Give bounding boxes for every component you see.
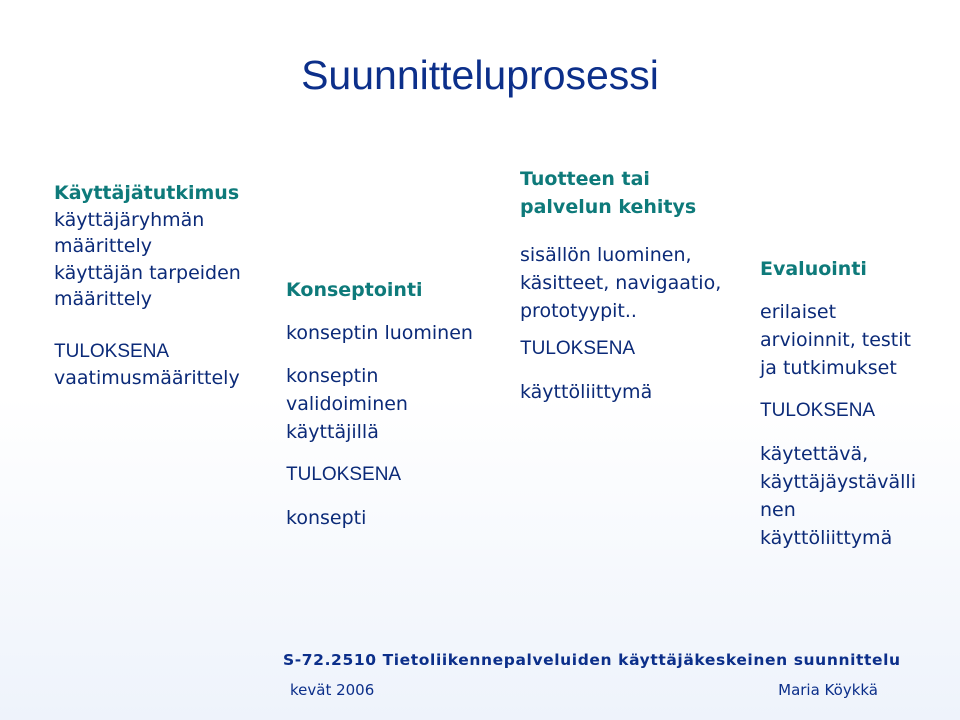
- column-heading: Tuotteen tai: [520, 168, 650, 190]
- column-text-line: erilaiset: [760, 301, 837, 323]
- result-text-line: vaatimusmäärittely: [54, 367, 240, 389]
- column-text-line: käsitteet, navigaatio,: [520, 272, 722, 294]
- result-text-line: käyttöliittymä: [520, 381, 653, 403]
- column-text-line: konseptin: [286, 365, 379, 387]
- column-heading: Konseptointi: [286, 279, 423, 301]
- result-text-line: nen: [760, 499, 796, 521]
- footer-course-name: S-72.2510 Tietoliikennepalveluiden käyttäjäkeskeinen suunnittelu: [283, 651, 901, 669]
- column-text-line: arvioinnit, testit: [760, 329, 911, 351]
- column-text-line: käyttäjän tarpeiden: [54, 261, 241, 284]
- result-text-line: käyttöliittymä: [760, 527, 893, 549]
- column-text-line: määrittely: [54, 235, 152, 257]
- column-text-line: käyttäjillä: [286, 421, 379, 443]
- column-text-line: sisällön luominen,: [520, 244, 692, 266]
- column-text-line: määrittely: [54, 288, 152, 310]
- column-product-development: [520, 165, 721, 406]
- result-text-line: käyttäjäystävälli: [760, 471, 916, 493]
- column-text-line: käyttäjäryhmän: [54, 208, 205, 231]
- column-text-line: ja tutkimukset: [760, 357, 897, 379]
- column-heading: palvelun kehitys: [520, 196, 697, 218]
- result-label: TULOKSENA: [760, 400, 876, 421]
- result-label: TULOKSENA: [520, 338, 636, 359]
- slide-title: Suunnitteluprosessi: [301, 52, 659, 98]
- column-heading: Evaluointi: [760, 258, 867, 280]
- column-text-line: konseptin luominen: [286, 322, 473, 344]
- column-user-research: [54, 180, 241, 392]
- column-text-line: prototyypit..: [520, 300, 637, 322]
- result-label: TULOKSENA: [54, 340, 170, 362]
- column-heading: Käyttäjätutkimus: [54, 182, 240, 204]
- result-label: TULOKSENA: [286, 464, 402, 485]
- column-evaluation: [760, 255, 916, 552]
- footer-date: kevät 2006: [290, 681, 375, 699]
- result-text-line: käytettävä,: [760, 443, 869, 465]
- column-conceptualization: [286, 276, 473, 532]
- result-text-line: konsepti: [286, 507, 367, 529]
- column-text-line: validoiminen: [286, 393, 408, 415]
- footer-author: Maria Köykkä: [778, 681, 878, 699]
